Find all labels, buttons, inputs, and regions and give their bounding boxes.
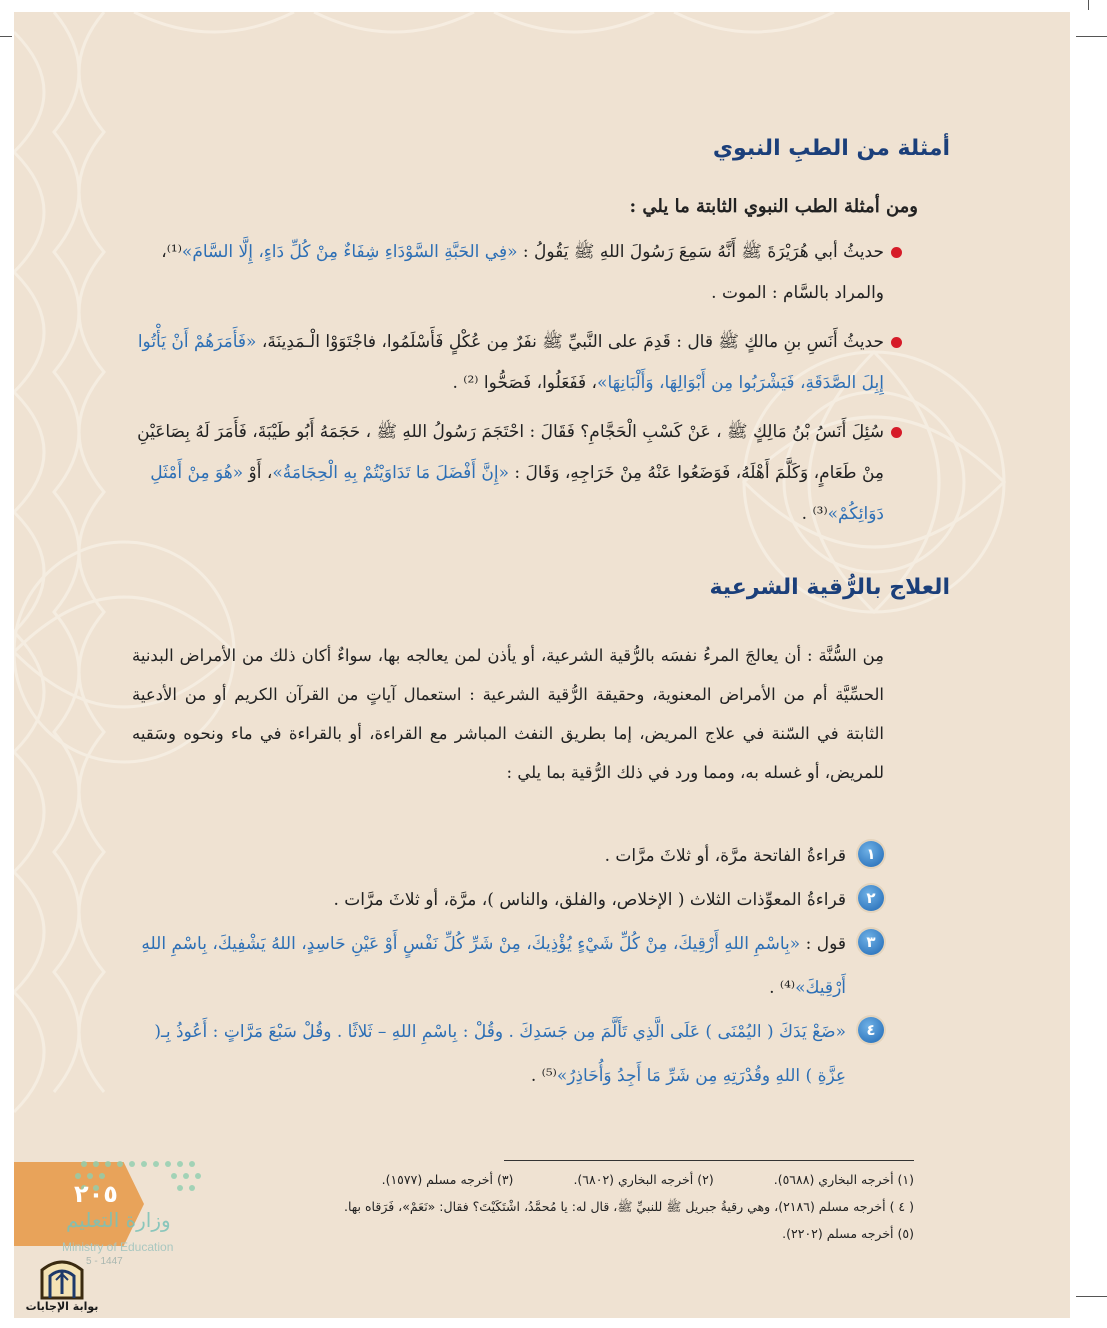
intro-line: ومن أمثلة الطب النبوي الثابتة ما يلي :	[629, 196, 918, 217]
section-title-ruqyah: العلاج بالرُّقية الشرعية	[709, 575, 950, 600]
number-badge: ٢	[858, 885, 884, 911]
crop-mark	[1088, 0, 1089, 10]
bullet-dot-icon	[891, 427, 902, 438]
list-item	[132, 412, 884, 535]
item-quote: «ضَعْ يَدَكَ ( اليُمْنَى ) عَلَى الَّذِي تَأَلَّمَ مِن جَسَدِكَ . وقُلْ : بِاسْمِ اللهِ – ثَلاثًا . وقُلْ سَبْعَ مَرَّاتٍ : أَعُوذُ بِـ( عِزَّةِ ) اللهِ وقُدْرَتِهِ مِن شَرِّ مَا أَجِدُ وَأُحَاذِرُ»	[154, 1022, 846, 1086]
hadith-tail: ⁽³⁾ .	[801, 504, 828, 524]
list-item	[132, 1010, 884, 1098]
hadith-quote: «فِي الحَبَّةِ السَّوْدَاءِ شِفَاءٌ مِنْ كُلِّ دَاءٍ، إِلَّا السَّامَ»	[181, 242, 518, 262]
footnote-1: (١) أخرجه البخاري (٥٦٨٨).	[773, 1172, 914, 1187]
hadith-text: سُئِلَ أَنَسُ بْنُ مَالِكٍ ﷺ ، عَنْ كَسْبِ الْحَجَّامِ؟ فَقَالَ : احْتَجَمَ رَسُولُ اللهِ ﷺ ، حَجَمَهُ أَبُو طَيْبَةَ، فَأَمَرَ لَهُ بِصَاعَيْنِ مِنْ طَعَامٍ، وَكَلَّمَ أَهْلَهُ، فَوَضَعُوا عَنْهُ مِنْ خَرَاجِهِ، وَقَالَ :	[137, 422, 884, 483]
hadith-tail: ، فَفَعَلُوا، فَصَحُّوا ⁽²⁾ .	[452, 373, 598, 393]
bullet-dot-icon	[891, 247, 902, 258]
number-badge: ٣	[858, 929, 884, 955]
list-item	[132, 922, 884, 1010]
hadith-list	[132, 232, 884, 543]
item-text: قراءةُ المعوِّذات الثلاث ( الإخلاص، والفلق، والناس )، مرَّة، أو ثلاثَ مرَّات .	[333, 890, 846, 910]
footnote-divider	[504, 1160, 914, 1161]
number-badge: ٤	[858, 1017, 884, 1043]
section-title-prophetic-medicine: أمثلة من الطبِ النبوي	[712, 136, 950, 161]
item-tail: ⁽⁵⁾ .	[530, 1066, 557, 1086]
hadith-text: حديثُ أَنَسِ بنِ مالكٍ ﷺ قال : قَدِمَ على النَّبيِّ ﷺ نفَرٌ مِن عُكْلٍ فَأَسْلَمُوا، فاجْتَوَوْا الْـمَدِينَةَ،	[256, 332, 884, 352]
item-tail: ⁽⁴⁾ .	[769, 978, 796, 998]
item-text: قول :	[800, 934, 846, 954]
hadith-quote: «إِنَّ أَفْضَلَ مَا تَدَاوَيْتُمْ بِهِ الْحِجَامَةُ»	[272, 463, 510, 483]
number-badge: ١	[858, 841, 884, 867]
ruqyah-paragraph: مِن السُّنَّة : أن يعالجَ المرءُ نفسَه بالرُّقية الشرعية، أو يأذن لمن يعالجه بها، سواءٌ أكان ذلك من الأمراض البدنية الحسِّيَّة أم من الأمراض المعنوية، وحقيقة الرُّقية الشرعية : استعمال آياتٍ من القرآن الكريم أو من الأدعية الثابتة في السّنة في علاج المريض، إما بطريق النفث المباشر مع القراءة، أو بالقراءة في ماء ونحوه وسَقيه للمريض، أو غسله به، ومما ورد في ذلك الرُّقية بما يلي :	[132, 646, 884, 782]
list-item	[132, 834, 884, 878]
book-page	[14, 12, 1070, 1318]
hadith-tail: ⁽¹⁾، والمراد بالسَّام : الموت .	[161, 242, 884, 303]
hadith-connector: ، أَوْ	[243, 463, 273, 483]
answers-portal-logo-icon	[18, 1256, 106, 1326]
hadith-quote-2: «هُوَ مِنْ أَمْثَلِ دَوَائِكُمْ»	[150, 463, 884, 524]
bullet-dot-icon	[891, 337, 902, 348]
ministry-name-arabic: وزارة التعليم	[66, 1208, 171, 1232]
footnote-3: (٣) أخرجه مسلم (١٥٧٧).	[381, 1172, 514, 1187]
footnote-4: ( ٤ ) أخرجه مسلم (٢١٨٦)، وهي رقيةُ جبريل ﷺ للنبيِّ ﷺ، قال له: يا مُحمَّدُ، اشْتَكَيْتَ؟ فقال: «نَعَمْ»، فَرَقاه بها.	[343, 1199, 914, 1214]
hadith-text: حديثُ أبي هُرَيْرَةَ ﷺ أَنَّهُ سَمِعَ رَسُولَ اللهِ ﷺ يَقُولُ :	[517, 242, 884, 262]
footnote-2: (٢) أخرجه البخاري (٦٨٠٢).	[573, 1172, 714, 1187]
crop-mark	[0, 36, 12, 37]
ministry-name-english: Ministry of Education	[62, 1240, 174, 1254]
footnotes	[254, 1166, 914, 1247]
page-content	[14, 12, 1070, 1318]
list-item	[132, 878, 884, 922]
item-quote: «بِاسْمِ اللهِ أَرْقِيكَ، مِنْ كُلِّ شَيْءٍ يُؤْذِيكَ، مِنْ شَرِّ كُلِّ نَفْسٍ أَوْ عَيْنِ حَاسِدٍ، اللهُ يَشْفِيكَ، بِاسْمِ اللهِ أَرْقِيكَ»	[141, 934, 846, 998]
footnote-row	[254, 1166, 914, 1193]
footnote-5: (٥) أخرجه مسلم (٢٢٠٢).	[782, 1226, 914, 1241]
ministry-year: 5 - 1447	[86, 1256, 123, 1267]
list-item	[132, 322, 884, 404]
list-item	[132, 232, 884, 314]
crop-mark	[1076, 36, 1107, 37]
crop-mark	[1076, 1296, 1107, 1297]
item-text: قراءةُ الفاتحة مرَّة، أو ثلاثَ مرَّات .	[604, 846, 846, 866]
hadith-quote: «فَأَمَرَهُمْ أَنْ يَأْتُوا إِبِلَ الصَّدَقَةِ، فَيَشْرَبُوا مِن أَبْوَالِهَا، وَأَلْبَانِهَا»	[137, 332, 884, 393]
ruqyah-list	[132, 834, 884, 1098]
answers-portal-label: بوابة الإجابات	[25, 1300, 99, 1313]
page-number: ٢٠٥	[74, 1180, 118, 1208]
